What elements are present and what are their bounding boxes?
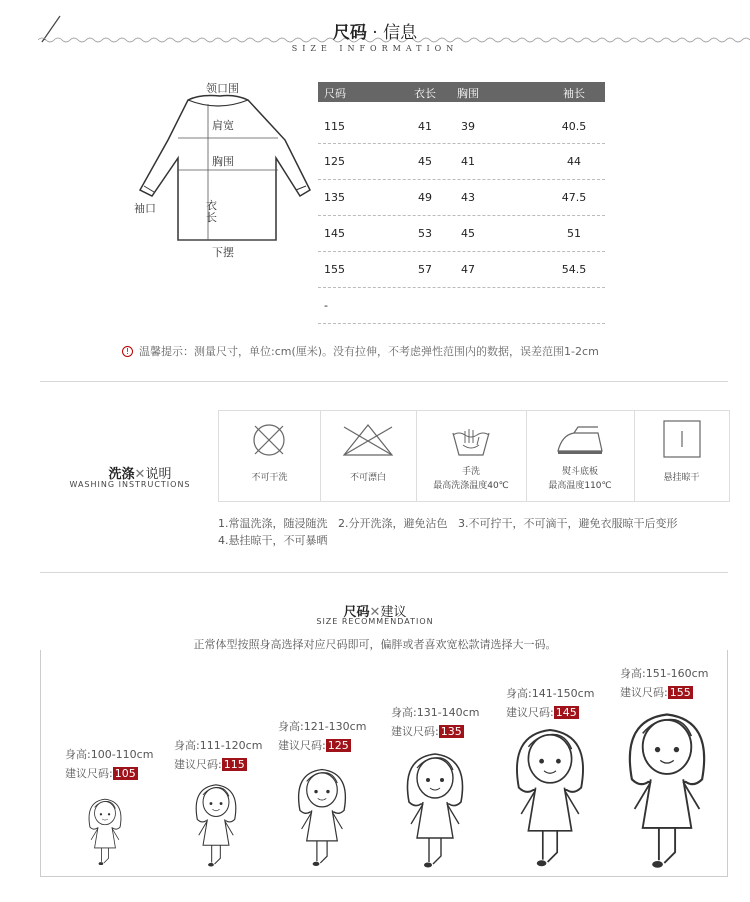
table-cell: 44 [567,155,581,168]
table-cell: 51 [567,227,581,240]
label-neck: 领口围 [206,82,239,95]
size-tag: 115 [223,758,245,771]
girl-145 [517,730,583,866]
label-cuff: 袖口 [134,202,156,215]
washing-note-1: 1.常温洗涤，随浸随洗 2.分开洗涤，避免沾色 3.不可拧干，不可滴干，避免衣服晾干后变形 [218,517,678,530]
suggest-row: 建议尺码: 115 [174,758,245,771]
row-divider [318,323,605,324]
table-cell: 155 [324,263,345,276]
girl-115 [196,785,236,867]
label-chest: 胸围 [212,155,234,168]
height-text: 身高:151-160cm [620,667,709,680]
iron-icon [554,421,606,459]
size-tag: 135 [440,725,462,738]
table-cell: 41 [461,155,475,168]
washing-subtitle: WASHING INSTRUCTIONS [69,480,191,489]
table-cell: 57 [418,263,432,276]
th-size: 尺码 [324,87,346,100]
hang-dry-icon [662,419,702,459]
recommend-title: 尺码✕建议 [343,605,407,620]
divider [40,381,728,382]
height-text: 身高:131-140cm [391,706,480,719]
size-tag: 145 [555,706,577,719]
wash-item-hang-dry [634,411,729,501]
suggest-row: 建议尺码: 135 [391,725,462,738]
height-text: 身高:121-130cm [278,720,367,733]
girl-125 [299,770,346,866]
size-table-body [0,0,750,340]
th-length: 衣长 [414,87,436,100]
suggest-row: 建议尺码: 155 [620,686,691,699]
recommend-subtitle: SIZE RECOMMENDATION [316,617,434,626]
table-cell: 43 [461,191,475,204]
height-text: 身高:141-150cm [506,687,595,700]
table-cell: 135 [324,191,345,204]
table-cell: 125 [324,155,345,168]
washing-title: 洗涤✕说明 [108,467,172,482]
wash-item-iron [526,411,635,501]
row-divider [318,251,605,252]
wash-label: 不可漂白 [349,473,386,483]
table-cell: 47.5 [561,191,587,204]
tip-text: 温馨提示：测量尺寸，单位:cm(厘米)。没有拉伸，不考虑弹性范围内的数据，误差范围1-2cm [139,345,599,358]
wash-label: 熨斗底板 [561,467,598,477]
wash-item-hand-wash [416,411,527,501]
table-cell: 39 [461,120,475,133]
table-cell: 45 [461,227,475,240]
suggest-row: 建议尺码: 145 [506,706,577,719]
table-cell: 49 [418,191,432,204]
girl-illustrations [40,690,726,880]
measure-tip [122,343,599,359]
washing-icons [218,410,730,502]
table-cell: 53 [418,227,432,240]
row-divider [318,287,605,288]
wash-item-no-bleach [320,411,417,501]
size-tag: 155 [669,686,691,699]
girl-155 [630,715,704,868]
section-title-size-info: 尺码 · 信息 [332,23,418,43]
warning-icon: ! [122,346,133,357]
size-tag: 105 [114,767,136,780]
table-cell: 115 [324,120,345,133]
section-subtitle: SIZE INFORMATION [291,44,459,53]
girl-135 [407,754,462,868]
hand-wash-icon [449,421,493,459]
washing-note-2: 4.悬挂晾干，不可暴晒 [218,534,328,547]
wash-item-no-dry-clean [219,411,321,501]
row-divider [318,143,605,144]
label-length: 衣 长 [206,199,217,224]
height-text: 身高:100-110cm [65,748,154,761]
th-sleeve: 袖长 [563,87,585,100]
girl-105 [89,799,121,865]
row-divider [318,179,605,180]
wash-label: 不可干洗 [251,473,288,483]
suggest-row: 建议尺码: 105 [65,767,136,780]
th-chest: 胸围 [457,87,479,100]
table-cell: - [324,299,328,312]
size-tag: 125 [327,739,349,752]
table-cell: 145 [324,227,345,240]
height-text: 身高:111-120cm [174,739,263,752]
label-hem: 下摆 [212,246,234,259]
wash-label: 最高洗涤温度40℃ [433,481,509,491]
divider [40,572,728,573]
no-dry-clean-icon [249,421,289,459]
no-bleach-icon [338,421,398,459]
suggest-row: 建议尺码: 125 [278,739,349,752]
wash-label: 悬挂晾干 [663,473,700,483]
row-divider [318,215,605,216]
wash-label: 最高温度110℃ [548,481,612,491]
table-cell: 47 [461,263,475,276]
wash-label: 手洗 [461,467,480,477]
recommend-desc: 正常体型按照身高选择对应尺码即可，偏胖或者喜欢宽松款请选择大一码。 [193,638,557,651]
label-shoulder: 肩宽 [212,119,234,132]
table-cell: 54.5 [561,263,587,276]
table-cell: 45 [418,155,432,168]
table-cell: 41 [418,120,432,133]
table-cell: 40.5 [561,120,587,133]
